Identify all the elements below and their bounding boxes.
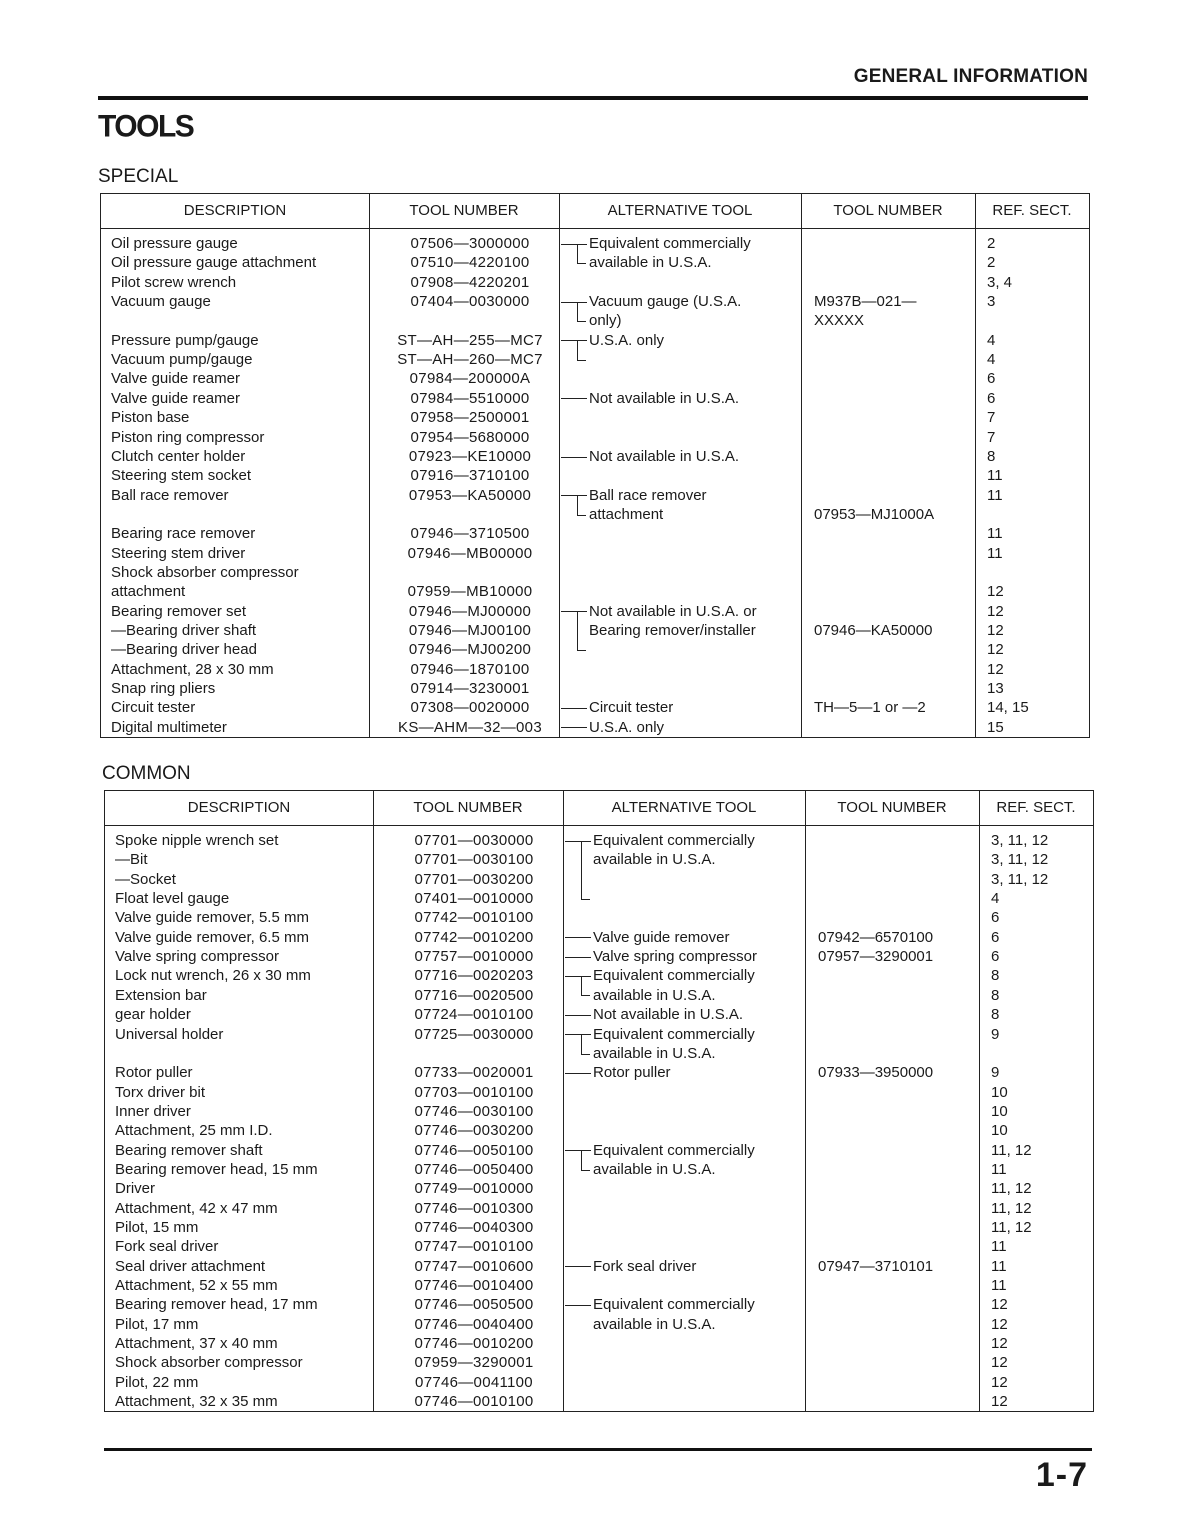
table-row <box>101 447 1089 466</box>
page-title: TOOLS <box>98 109 194 144</box>
row-alternative-tool: available in U.S.A. <box>593 851 716 869</box>
row-tool-number: 07724—0010100 <box>414 1006 534 1024</box>
table-row <box>105 1392 1093 1411</box>
row-tool-number: 07746—0010200 <box>414 1335 534 1353</box>
table-row <box>105 1102 1093 1121</box>
table-row <box>101 389 1089 408</box>
section-title: GENERAL INFORMATION <box>853 66 1088 87</box>
table-row <box>105 1160 1093 1179</box>
table-row <box>105 831 1093 850</box>
row-ref-sect: 14, 15 <box>987 699 1029 717</box>
row-description: Piston ring compressor <box>111 428 265 446</box>
row-ref-sect: 11 <box>987 525 1003 543</box>
row-tool-number: 07747—0010600 <box>414 1257 534 1275</box>
row-tool-number: 07746—0030200 <box>414 1122 534 1140</box>
bracket-line <box>581 1150 590 1170</box>
table-row <box>101 428 1089 447</box>
row-tool-number: ST—AH—260—MC7 <box>397 351 543 369</box>
row-tool-number: 07984—5510000 <box>410 389 530 407</box>
row-alternative-tool: U.S.A. only <box>589 331 665 349</box>
row-ref-sect: 4 <box>991 890 1000 908</box>
row-ref-sect: 12 <box>987 641 1004 659</box>
bracket-line <box>581 841 590 900</box>
col-header-alternative-tool: ALTERNATIVE TOOL <box>607 202 753 219</box>
table-row <box>105 1295 1093 1314</box>
row-tool-number: 07914—3230001 <box>410 680 530 698</box>
table-row <box>105 1237 1093 1256</box>
row-tool-number: 07716—0020203 <box>414 967 534 985</box>
bracket-line <box>581 1034 590 1054</box>
row-alt-tool-number: 07953—MJ1000A <box>814 505 935 523</box>
row-tool-number: 07308—0020000 <box>410 699 530 717</box>
table-row <box>101 369 1089 388</box>
row-ref-sect: 12 <box>987 583 1004 601</box>
row-tool-number: 07946—MJ00200 <box>408 641 532 659</box>
row-alternative-tool: Rotor puller <box>593 1064 671 1082</box>
row-description: Universal holder <box>115 1025 224 1043</box>
col-header-ref-sect: REF. SECT. <box>992 202 1072 219</box>
row-alt-tool-number: 07957—3290001 <box>818 948 934 966</box>
table-row <box>101 544 1089 563</box>
leader-line <box>561 727 587 728</box>
bracket-line <box>581 976 590 996</box>
col-header-description: DESCRIPTION <box>187 799 291 816</box>
row-tool-number: ST—AH—255—MC7 <box>397 331 543 349</box>
row-tool-number: 07725—0030000 <box>414 1025 534 1043</box>
table-row <box>101 582 1089 601</box>
row-description: Oil pressure gauge attachment <box>111 254 317 272</box>
row-description: Clutch center holder <box>111 447 246 465</box>
row-alternative-tool: Not available in U.S.A. <box>593 1006 744 1024</box>
row-tool-number: 07953—KA50000 <box>408 486 532 504</box>
table-row <box>101 486 1089 505</box>
row-ref-sect: 11 <box>991 1160 1007 1178</box>
row-description: Vacuum pump/gauge <box>111 351 253 369</box>
table-header <box>105 791 1093 826</box>
row-tool-number: 07510—4220100 <box>410 254 530 272</box>
row-description: Shock absorber compressor <box>115 1354 303 1372</box>
row-ref-sect: 11 <box>991 1238 1007 1256</box>
leader-line <box>565 1266 591 1267</box>
row-description: Pilot, 17 mm <box>115 1315 199 1333</box>
row-description: Spoke nipple wrench set <box>115 832 279 849</box>
row-alt-tool-number: 07947—3710101 <box>818 1257 934 1275</box>
row-description: Inner driver <box>115 1102 191 1120</box>
table-row <box>101 524 1089 543</box>
row-description: —Bit <box>115 851 148 869</box>
table-row <box>101 292 1089 311</box>
row-tool-number: 07747—0010100 <box>414 1238 534 1256</box>
row-tool-number: 07742—0010200 <box>414 928 534 946</box>
row-tool-number: 07946—MJ00100 <box>408 622 532 639</box>
table-row <box>101 505 1089 524</box>
row-ref-sect: 9 <box>991 1025 1000 1043</box>
row-ref-sect: 12 <box>991 1296 1008 1314</box>
row-ref-sect: 8 <box>991 986 1000 1004</box>
row-tool-number: 07959—3290001 <box>414 1354 534 1372</box>
row-ref-sect: 6 <box>987 389 996 407</box>
row-ref-sect: 8 <box>987 447 996 465</box>
row-alternative-tool: Equivalent commercially <box>589 235 751 252</box>
table-header <box>101 194 1089 229</box>
row-tool-number: 07946—3710500 <box>410 525 530 543</box>
row-ref-sect: 11 <box>991 1257 1007 1275</box>
row-description: Lock nut wrench, 26 x 30 mm <box>115 967 311 985</box>
row-alternative-tool: only) <box>589 312 622 330</box>
leader-line <box>565 1305 591 1306</box>
row-description: Vacuum gauge <box>111 293 211 311</box>
row-tool-number: 07746—0041100 <box>415 1373 533 1391</box>
table-row <box>105 1276 1093 1295</box>
row-alternative-tool: Circuit tester <box>589 699 674 717</box>
row-tool-number: 07908—4220201 <box>410 273 530 291</box>
row-description: Ball race remover <box>111 486 229 504</box>
row-ref-sect: 6 <box>991 948 1000 966</box>
row-alternative-tool: attachment <box>589 505 664 523</box>
table-row <box>101 311 1089 330</box>
row-description: Bearing remover head, 17 mm <box>115 1296 318 1314</box>
row-alternative-tool: Equivalent commercially <box>593 1141 755 1159</box>
table-row <box>105 986 1093 1005</box>
row-description: Oil pressure gauge <box>111 235 238 252</box>
row-alternative-tool: available in U.S.A. <box>593 1160 716 1178</box>
leader-line <box>565 957 591 958</box>
row-description: Torx driver bit <box>115 1083 206 1101</box>
row-alt-tool-number: TH—5—1 or —2 <box>814 699 926 717</box>
row-description: Fork seal driver <box>115 1238 219 1256</box>
row-ref-sect: 11 <box>987 544 1003 562</box>
row-alternative-tool: Equivalent commercially <box>593 1025 755 1043</box>
col-header-alternative-tool: ALTERNATIVE TOOL <box>611 799 757 816</box>
table-row <box>105 928 1093 947</box>
common-section-label: COMMON <box>102 763 191 784</box>
row-tool-number: 07401—0010000 <box>414 890 534 908</box>
row-alternative-tool: Ball race remover <box>589 486 707 504</box>
row-description: Bearing remover set <box>111 602 247 620</box>
row-ref-sect: 8 <box>991 1006 1000 1024</box>
row-alt-tool-number: 07942—6570100 <box>818 928 934 946</box>
col-header-alt-tool-number: TOOL NUMBER <box>837 799 947 816</box>
row-description: Piston base <box>111 409 190 427</box>
row-alt-tool-number: 07933—3950000 <box>818 1064 934 1082</box>
row-ref-sect: 4 <box>987 331 996 349</box>
table-row <box>105 1218 1093 1237</box>
row-tool-number: 07746—0010400 <box>414 1277 534 1295</box>
row-description: Valve guide remover, 5.5 mm <box>115 909 309 927</box>
row-alt-tool-number: M937B—021— <box>814 293 917 311</box>
table-row <box>101 331 1089 350</box>
row-description: Bearing race remover <box>111 525 256 543</box>
row-ref-sect: 10 <box>991 1083 1008 1101</box>
leader-line <box>565 1073 591 1074</box>
row-alternative-tool: Equivalent commercially <box>593 967 755 985</box>
row-ref-sect: 12 <box>987 660 1004 678</box>
row-ref-sect: 9 <box>991 1064 1000 1082</box>
row-alternative-tool: available in U.S.A. <box>589 254 712 272</box>
row-ref-sect: 11, 12 <box>991 1180 1032 1198</box>
row-ref-sect: 12 <box>991 1315 1008 1333</box>
table-row <box>105 1083 1093 1102</box>
common-tools-table <box>104 790 1094 1412</box>
table-row <box>101 679 1089 698</box>
table-row <box>101 698 1089 717</box>
col-header-tool-number: TOOL NUMBER <box>409 202 519 219</box>
col-header-ref-sect: REF. SECT. <box>996 799 1076 816</box>
row-description: Float level gauge <box>115 890 230 908</box>
row-alternative-tool: U.S.A. only <box>589 718 665 736</box>
row-alternative-tool: available in U.S.A. <box>593 1315 716 1333</box>
row-description: Valve guide remover, 6.5 mm <box>115 928 309 946</box>
row-description: Pressure pump/gauge <box>111 331 259 349</box>
row-tool-number: 07506—3000000 <box>410 235 530 252</box>
row-tool-number: 07984—200000A <box>409 370 531 388</box>
row-ref-sect: 7 <box>987 409 996 427</box>
bracket-line <box>577 302 586 322</box>
table-row <box>101 350 1089 369</box>
row-description: Attachment, 25 mm I.D. <box>115 1122 273 1140</box>
row-description: Attachment, 52 x 55 mm <box>115 1277 278 1295</box>
row-tool-number: 07954—5680000 <box>410 428 530 446</box>
col-header-alt-tool-number: TOOL NUMBER <box>833 202 943 219</box>
leader-line <box>565 1015 591 1016</box>
row-alternative-tool: Not available in U.S.A. <box>589 389 740 407</box>
table-row <box>105 1063 1093 1082</box>
table-row <box>105 1141 1093 1160</box>
row-description: Driver <box>115 1180 155 1198</box>
row-description: Seal driver attachment <box>115 1257 266 1275</box>
leader-line <box>561 457 587 458</box>
table-row <box>105 1044 1093 1063</box>
row-tool-number: 07746—0050100 <box>414 1141 534 1159</box>
table-row <box>105 1353 1093 1372</box>
table-row <box>101 718 1089 737</box>
special-section-label: SPECIAL <box>98 166 179 187</box>
row-description: Valve guide reamer <box>111 370 240 388</box>
row-tool-number: 07749—0010000 <box>414 1180 534 1198</box>
row-ref-sect: 2 <box>987 235 996 252</box>
table-row <box>105 908 1093 927</box>
row-ref-sect: 12 <box>991 1373 1008 1391</box>
table-row <box>101 234 1089 253</box>
table-row <box>101 273 1089 292</box>
table-row <box>105 850 1093 869</box>
row-ref-sect: 12 <box>987 602 1004 620</box>
table-row <box>105 889 1093 908</box>
table-row <box>105 947 1093 966</box>
row-ref-sect: 6 <box>987 370 996 388</box>
row-ref-sect: 11, 12 <box>991 1141 1032 1159</box>
row-tool-number: 07946—MB00000 <box>407 544 533 562</box>
table-row <box>101 563 1089 582</box>
row-ref-sect: 15 <box>987 718 1004 736</box>
row-description: Extension bar <box>115 986 207 1004</box>
row-tool-number: 07746—0010100 <box>414 1393 534 1411</box>
row-ref-sect: 2 <box>987 254 996 272</box>
table-row <box>101 253 1089 272</box>
leader-line <box>561 398 587 399</box>
table-row <box>105 1025 1093 1044</box>
row-description: Snap ring pliers <box>111 680 216 698</box>
table-row <box>105 1179 1093 1198</box>
row-alternative-tool: Fork seal driver <box>593 1257 697 1275</box>
row-tool-number: 07701—0030200 <box>414 870 534 888</box>
row-description: Circuit tester <box>111 699 196 717</box>
row-tool-number: 07733—0020001 <box>414 1064 534 1082</box>
row-description: —Bearing driver shaft <box>111 622 257 639</box>
row-tool-number: 07946—1870100 <box>410 660 530 678</box>
table-row <box>105 1315 1093 1334</box>
table-row <box>105 1257 1093 1276</box>
row-ref-sect: 11, 12 <box>991 1219 1032 1236</box>
table-row <box>101 602 1089 621</box>
row-description: Bearing remover head, 15 mm <box>115 1160 318 1178</box>
row-alternative-tool: Vacuum gauge (U.S.A. <box>589 293 742 311</box>
row-alt-tool-number: XXXXX <box>814 312 865 330</box>
row-alternative-tool: Valve spring compressor <box>593 948 757 966</box>
table-row <box>105 1373 1093 1392</box>
row-description: Valve guide reamer <box>111 389 240 407</box>
row-tool-number: 07746—0050500 <box>414 1296 534 1314</box>
row-alt-tool-number: 07946—KA50000 <box>814 622 933 639</box>
row-ref-sect: 3, 11, 12 <box>991 851 1049 869</box>
bracket-line <box>577 611 586 651</box>
row-description: Pilot, 22 mm <box>115 1373 199 1391</box>
table-row <box>105 1199 1093 1218</box>
row-description: Attachment, 42 x 47 mm <box>115 1199 278 1217</box>
row-alternative-tool: Not available in U.S.A. or <box>589 602 757 620</box>
row-description: Pilot screw wrench <box>111 273 237 291</box>
row-ref-sect: 6 <box>991 909 1000 927</box>
bracket-line <box>577 340 586 360</box>
row-description: Pilot, 15 mm <box>115 1219 199 1236</box>
row-description: Rotor puller <box>115 1064 193 1082</box>
table-row <box>105 870 1093 889</box>
row-tool-number: 07701—0030100 <box>414 851 534 869</box>
page-number: 1-7 <box>1035 1456 1088 1494</box>
row-alternative-tool: available in U.S.A. <box>593 986 716 1004</box>
row-ref-sect: 11 <box>991 1277 1007 1295</box>
row-ref-sect: 13 <box>987 680 1004 698</box>
bracket-line <box>577 244 586 264</box>
row-ref-sect: 3 <box>987 293 996 311</box>
table-row <box>101 466 1089 485</box>
row-description: Shock absorber compressor <box>111 563 299 581</box>
row-description: Bearing remover shaft <box>115 1141 263 1159</box>
row-tool-number: 07959—MB10000 <box>407 583 533 601</box>
row-ref-sect: 3, 11, 12 <box>991 832 1049 849</box>
row-tool-number: 07746—0040400 <box>414 1315 534 1333</box>
row-ref-sect: 7 <box>987 428 996 446</box>
table-row <box>105 1005 1093 1024</box>
footer-rule <box>104 1448 1092 1451</box>
row-ref-sect: 12 <box>991 1354 1008 1372</box>
row-ref-sect: 3, 11, 12 <box>991 870 1049 888</box>
row-alternative-tool: Valve guide remover <box>593 928 730 946</box>
row-tool-number: 07716—0020500 <box>414 986 534 1004</box>
row-tool-number: 07923—KE10000 <box>408 447 532 465</box>
row-description: Attachment, 32 x 35 mm <box>115 1393 278 1411</box>
leader-line <box>565 937 591 938</box>
col-header-description: DESCRIPTION <box>183 202 287 219</box>
row-tool-number: 07757—0010000 <box>414 948 534 966</box>
row-description: gear holder <box>115 1006 191 1024</box>
row-alternative-tool: available in U.S.A. <box>593 1044 716 1062</box>
row-ref-sect: 11 <box>987 467 1003 485</box>
special-tools-table <box>100 193 1090 738</box>
row-ref-sect: 3, 4 <box>987 273 1013 291</box>
row-tool-number: 07746—0030100 <box>414 1102 534 1120</box>
row-ref-sect: 10 <box>991 1102 1008 1120</box>
row-tool-number: 07916—3710100 <box>410 467 530 485</box>
row-ref-sect: 6 <box>991 928 1000 946</box>
row-ref-sect: 12 <box>987 622 1004 639</box>
table-row <box>101 660 1089 679</box>
row-tool-number: 07742—0010100 <box>414 909 534 927</box>
table-row <box>105 966 1093 985</box>
page-header <box>98 66 1088 100</box>
row-alternative-tool: Bearing remover/installer <box>589 622 756 639</box>
row-description: Steering stem socket <box>111 467 252 485</box>
row-tool-number: 07746—0040300 <box>414 1219 534 1236</box>
row-tool-number: 07404—0030000 <box>410 293 530 311</box>
row-ref-sect: 11 <box>987 486 1003 504</box>
row-ref-sect: 11, 12 <box>991 1199 1032 1217</box>
row-alternative-tool: Not available in U.S.A. <box>589 447 740 465</box>
row-ref-sect: 12 <box>991 1335 1008 1353</box>
table-row <box>101 621 1089 640</box>
row-description: Steering stem driver <box>111 544 246 562</box>
row-ref-sect: 12 <box>991 1393 1008 1411</box>
bracket-line <box>577 495 586 515</box>
row-description: Attachment, 37 x 40 mm <box>115 1335 278 1353</box>
row-tool-number: 07703—0010100 <box>414 1083 534 1101</box>
col-header-tool-number: TOOL NUMBER <box>413 799 523 816</box>
row-tool-number: 07946—MJ00000 <box>408 602 532 620</box>
row-tool-number: 07746—0050400 <box>414 1160 534 1178</box>
row-description: attachment <box>111 583 186 601</box>
table-row <box>101 640 1089 659</box>
row-ref-sect: 10 <box>991 1122 1008 1140</box>
row-tool-number: 07746—0010300 <box>414 1199 534 1217</box>
table-row <box>105 1121 1093 1140</box>
row-description: —Socket <box>115 870 176 888</box>
row-alternative-tool: Equivalent commercially <box>593 832 755 849</box>
row-description: —Bearing driver head <box>111 641 257 659</box>
row-description: Attachment, 28 x 30 mm <box>111 660 274 678</box>
row-description: Valve spring compressor <box>115 948 279 966</box>
row-alternative-tool: Equivalent commercially <box>593 1296 755 1314</box>
row-tool-number: 07701—0030000 <box>414 832 534 849</box>
row-ref-sect: 4 <box>987 351 996 369</box>
table-row <box>105 1334 1093 1353</box>
row-ref-sect: 8 <box>991 967 1000 985</box>
row-tool-number: 07958—2500001 <box>410 409 530 427</box>
row-tool-number: KS—AHM—32—003 <box>398 718 542 736</box>
table-row <box>101 408 1089 427</box>
leader-line <box>561 708 587 709</box>
row-description: Digital multimeter <box>111 718 227 736</box>
